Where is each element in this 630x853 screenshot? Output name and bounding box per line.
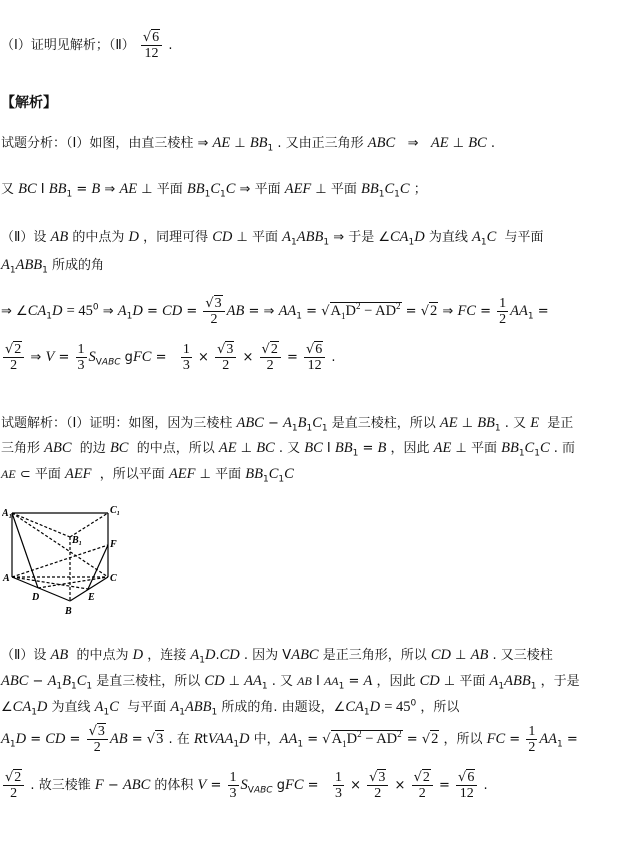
analysis-line-4: $A_1ABB_1$ 所成的角 bbox=[1, 257, 105, 276]
label-A: A bbox=[3, 573, 10, 584]
label-E: E bbox=[88, 592, 95, 603]
solution-line-2: 三角形 ABC 的边 BC 的中点，所以 AE ⊥ BC . 又 BC I $BB_1 = B$ ，因此 AE ⊥ 平面 $BB_1C_1C$ . 而 bbox=[1, 440, 576, 459]
label-B1: B₁ bbox=[72, 535, 83, 546]
label-F: F bbox=[110, 539, 117, 550]
prism-figure bbox=[2, 505, 122, 617]
answer-text: （Ⅰ）证明见解析；（Ⅱ） bbox=[1, 38, 135, 53]
solution2-line-5: $\frac{√2}{2}$ . 故三棱锥 F − ABC 的体积 V = $\frac{1}{3}$ $S_{VABC}$ gFC = $\frac{1}{3}$ × $\frac{√3}{2}$ × $\frac{√2}{2}$ = $\frac{√6}{12}$ . bbox=[5, 770, 488, 801]
solution-line-3: AE ⊂ 平面 AEF ，所以平面 AEF ⊥ 平面 $BB_1C_1C$ bbox=[1, 466, 294, 485]
label-B: B bbox=[65, 606, 72, 617]
solution-line-1: 试题解析：（Ⅰ）证明：如图，因为三棱柱 ABC − $A_1B_1C_1$ 是直三棱柱，所以 AE ⊥ $BB_1$ . 又 E 是正 bbox=[1, 415, 574, 434]
label-A1: A₁ bbox=[2, 508, 13, 519]
label-C1: C₁ bbox=[110, 505, 121, 516]
solution2-line-4: $A_1D$ = CD = $\frac{√3}{2}$ AB = √3 . 在 RtVAA$_1$D 中，$AA_1 = √A_1D^2 - AD^2 = √2$ ，所以 FC = $\frac{1}{2}$ $AA_1$ = bbox=[1, 724, 578, 755]
analysis-line-6: $\frac{√2}{2}$ ⇒ V = $\frac{1}{3}$ $S_{VABC}$ gFC = $\frac{1}{3}$ × $\frac{√3}{2}$ × $\frac{√2}{2}$ = $\frac{√6}{12}$ . bbox=[5, 342, 336, 373]
solution2-line-2: ABC − $A_1B_1C_1$ 是直三棱柱，所以 CD ⊥ $AA_1$ . 又 AB I $AA_1 = A$ ，因此 CD ⊥ 平面 $A_1ABB_1$ ，于是 bbox=[1, 673, 580, 692]
analysis-line-3: （Ⅱ）设 AB 的中点为 D ，同理可得 CD ⊥ 平面 $A_1ABB_1$ ⇒ 于是 $\angle CA_1D$ 为直线 $A_1C$ 与平面 bbox=[1, 229, 544, 248]
analysis-line-5: ⇒ $\angle CA_1D = 45^0$ ⇒ $A_1D$ = CD = $\frac{√3}{2}$ AB = ⇒ $AA_1 = √A_1D^2 - AD^2 = √2$ ⇒ FC = $\frac{1}{2}$ $AA_1$ = bbox=[1, 296, 549, 327]
label-C: C bbox=[110, 573, 117, 584]
answer-fraction: $\frac{√6}{12}$ bbox=[141, 30, 162, 61]
analysis-line-2: 又 BC I $BB_1 = B$ ⇒ AE ⊥ 平面 $BB_1C_1C$ ⇒ 平面 AEF ⊥ 平面 $BB_1C_1C$ ； bbox=[1, 181, 427, 200]
solution2-line-3: $\angle CA_1D$ 为直线 $A_1C$ 与平面 $A_1ABB_1$ 所成的角. 由题设，$\angle CA_1D = 45^0$ ，所以 bbox=[1, 698, 460, 718]
solution2-line-1: （Ⅱ）设 AB 的中点为 D ，连接 $A_1D.CD$ . 因为 VABC 是正三角形，所以 CD ⊥ AB . 又三棱柱 bbox=[1, 647, 553, 666]
section-title: 【解析】 bbox=[1, 95, 57, 111]
analysis-line-1: 试题分析：（Ⅰ）如图，由直三棱柱 ⇒ AE ⊥ $BB_1$ . 又由正三角形 ABC ⇒ AE ⊥ BC . bbox=[1, 135, 495, 154]
label-D: D bbox=[32, 592, 40, 603]
answer-line: （Ⅰ）证明见解析；（Ⅱ） $\frac{√6}{12}$ . bbox=[1, 30, 173, 61]
